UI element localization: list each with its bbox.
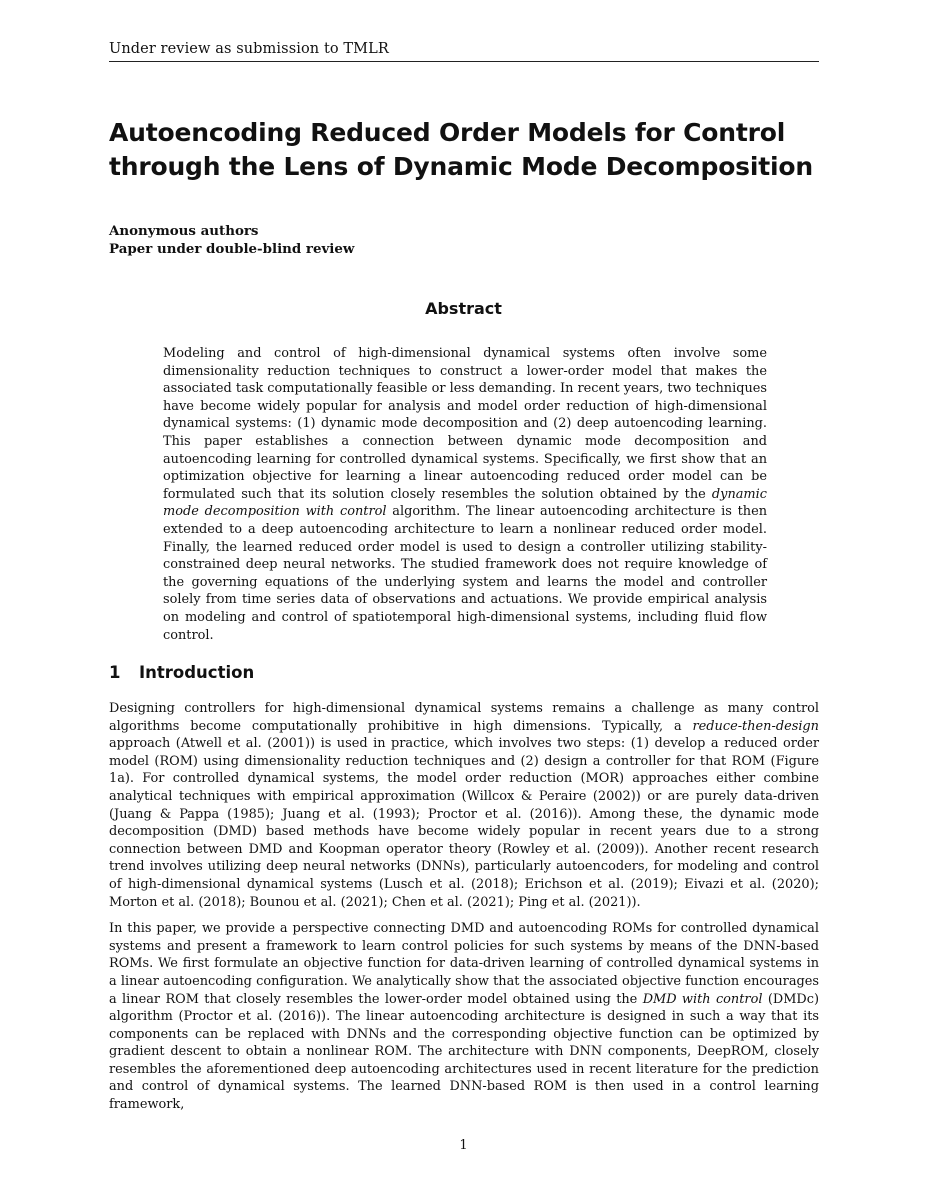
- section-heading-introduction: [109, 663, 254, 682]
- p1-italic-term: reduce-then-design: [692, 718, 819, 734]
- paper-title: Autoencoding Reduced Order Models for Control through the Lens of Dynamic Mode Decomposition: [109, 118, 813, 181]
- abstract-text-start: Modeling and control of high-dimensional dynamical systems often involve some dimensionality reduction techniques to construct a lower-order model that makes the associated task computationally feasible or less demanding. In recent years, two techniques have become widely popular for analysis and model order reduction of high-dimensional dynamical systems: (1) dynamic mode decomposition and (2) deep autoencoding learning. This paper establishes a connection between dynamic mode decomposition and autoencoding learning for controlled dynamical systems. Specifically, we first show that an optimization objective for learning a linear autoencoding reduced order model can be formulated such that its solution closely resembles the solution obtained by the: [163, 346, 767, 502]
- intro-paragraph-2: [109, 920, 819, 1114]
- page-number: 1: [459, 1138, 468, 1153]
- section-number: 1: [109, 663, 121, 682]
- authors-line: Anonymous authors: [109, 223, 259, 239]
- p2-text-end: (DMDc) algorithm (Proctor et al. (2016)). The linear autoencoding architecture is designed in such a way that its components can be replaced with DNNs and the corresponding objective function can be optimized by gradient descent to obtain a nonlinear ROM. The architecture with DNN components, DeepROM, closely resembles the aforementioned deep autoencoding architectures used in recent literature for the prediction and control of dynamical systems. The learned DNN-based ROM is then used in a control learning framework,: [109, 991, 819, 1113]
- p1-text-end: approach (Atwell et al. (2001)) is used in practice, which involves two steps: (1) develop a reduced order model (ROM) using dimensionality reduction techniques and (2) design a controller for that ROM (Figure 1a). For controlled dynamical systems, the model order reduction (MOR) approaches either combine analytical techniques with empirical approximation (Willcox & Peraire (2002)) or are purely data-driven (Juang & Pappa (1985); Juang et al. (1993); Proctor et al. (2016)). Among these, the dynamic mode decomposition (DMD) based methods have become widely popular in recent years due to a strong connection between DMD and Koopman operator theory (Rowley et al. (2009)). Another recent research trend involves utilizing deep neural networks (DNNs), particularly autoencoders, for modeling and control of high-dimensional dynamical systems (Lusch et al. (2018); Erichson et al. (2019); Eivazi et al. (2020); Morton et al. (2018); Bounou et al. (2021); Chen et al. (2021); Ping et al. (2021)).: [109, 736, 819, 910]
- abstract-italic-term: dynamic mode decomposition with control: [163, 486, 767, 520]
- abstract-body: [163, 345, 767, 644]
- p2-text-start: In this paper, we provide a perspective connecting DMD and autoencoding ROMs for controlled dynamical systems and present a framework to learn control policies for such systems by means of the DNN-based ROMs. We first formulate an objective function for data-driven learning of controlled dynamical systems in a linear autoencoding configuration. We analytically show that the associated objective function encourages a linear ROM that closely resembles the lower-order model obtained using the: [109, 921, 819, 1007]
- review-status-line: Paper under double-blind review: [109, 241, 355, 257]
- running-head: Under review as submission to TMLR: [109, 41, 819, 62]
- author-block: [109, 222, 609, 258]
- p2-italic-term: DMD with control: [642, 991, 763, 1007]
- section-title: Introduction: [139, 663, 255, 682]
- intro-paragraph-1: [109, 700, 819, 911]
- abstract-paragraph: [163, 345, 767, 644]
- abstract-heading: Abstract: [425, 299, 502, 318]
- p1-text-start: Designing controllers for high-dimensional dynamical systems remains a challenge as many control algorithms become computationally prohibitive in high dimensions. Typically, a: [109, 701, 819, 734]
- abstract-text-end: algorithm. The linear autoencoding architecture is then extended to a deep autoencoding architecture to learn a nonlinear reduced order model. Finally, the learned reduced order model is used to design a controller utilizing stability-constrained deep neural networks. The studied framework does not require knowledge of the governing equations of the underlying system and learns the model and controller solely from time series data of observations and actuations. We provide empirical analysis on modeling and control of spatiotemporal high-dimensional systems, including fluid flow control.: [163, 504, 767, 643]
- introduction-body: [109, 700, 819, 1114]
